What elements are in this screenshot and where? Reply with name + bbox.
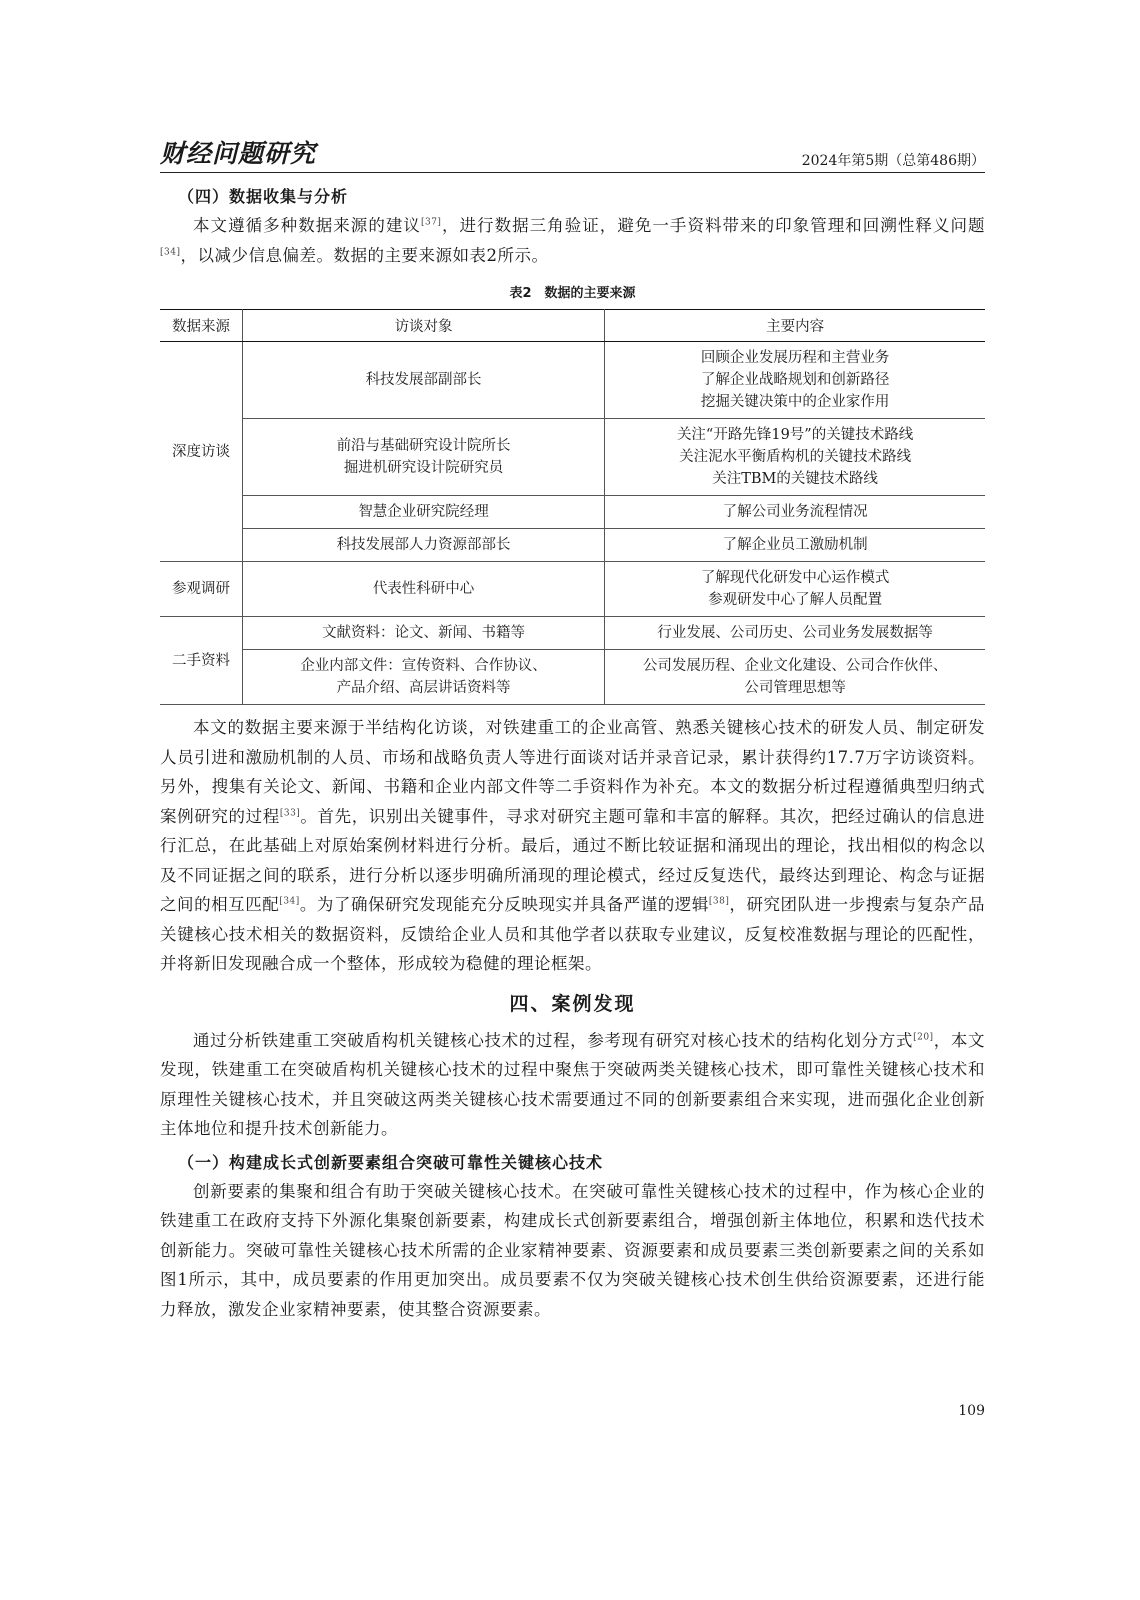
- table-cell: 行业发展、公司历史、公司业务发展数据等: [605, 617, 985, 650]
- table-row: [160, 562, 985, 617]
- citation-ref[interactable]: [34]: [160, 247, 181, 257]
- table-row: [160, 617, 985, 650]
- table-cell: 智慧企业研究院经理: [242, 496, 604, 529]
- table-cell: 前沿与基础研究设计院所长 掘进机研究设计院研究员: [242, 419, 604, 496]
- paragraph-data-sources-intro: 本文遵循多种数据来源的建议[37]，进行数据三角验证，避免一手资料带来的印象管理和回溯性释义问题[34]，以减少信息偏差。数据的主要来源如表2所示。: [160, 216, 986, 265]
- table-cell: 文献资料：论文、新闻、书籍等: [242, 617, 604, 650]
- table-cell: 代表性科研中心: [242, 562, 604, 617]
- group-deep-interview: 深度访谈: [160, 342, 242, 562]
- table-row: [160, 650, 985, 705]
- table-caption: 表2 数据的主要来源: [509, 286, 636, 301]
- citation-ref[interactable]: [33]: [279, 808, 301, 818]
- header-cell-content: 主要内容: [605, 310, 985, 342]
- table-cell: 了解企业员工激励机制: [605, 529, 985, 562]
- group-secondary-data: 二手资料: [160, 617, 242, 705]
- paragraph-data-analysis: 本文的数据主要来源于半结构化访谈，对铁建重工的企业高管、熟悉关键核心技术的研发人员、制定研发人员引进和激励机制的人员、市场和战略负责人等进行面谈对话并录音记录，累计获得约17.7万字访谈资料。另外，搜集有关论文、新闻、书籍和企业内部文件等二手资料作为补充。本文的数据分析过程遵循典型归纳式案例研究的过程[33]。首先，识别出关键事件，寻求对研究主题可靠和丰富的解释。其次，把经过确认的信息进行汇总，在此基础上对原始案例材料进行分析。最后，通过不断比较证据和涌现出的理论，找出相似的构念以及不同证据之间的联系，进行分析以逐步明确所涌现的理论模式，经过反复迭代，最终达到理论、构念与证据之间的相互匹配[34]。为了确保研究发现能充分反映现实并具备严谨的逻辑[38]，研究团队进一步搜索与复杂产品关键核心技术相关的数据资料，反馈给企业人员和其他学者以获取专业建议，反复校准数据与理论的匹配性，并将新旧发现融合成一个整体，形成较为稳健的理论框架。: [160, 718, 986, 973]
- group-site-visit: 参观调研: [160, 562, 242, 617]
- paragraph-innovation-elements: 创新要素的集聚和组合有助于突破关键核心技术。在突破可靠性关键核心技术的过程中，作为核心企业的铁建重工在政府支持下外源化集聚创新要素，构建成长式创新要素组合，增强创新主体地位，积累和迭代技术创新能力。突破可靠性关键核心技术所需的企业家精神要素、资源要素和成员要素三类创新要素之间的关系如图1所示，其中，成员要素的作用更加突出。成员要素不仅为突破关键核心技术创生供给资源要素，还进行能力释放，激发企业家精神要素，使其整合资源要素。: [160, 1181, 985, 1319]
- citation-ref[interactable]: [34]: [279, 896, 300, 907]
- journal-logo: 财经问题研究: [160, 139, 317, 168]
- citation-ref[interactable]: [37]: [420, 217, 442, 228]
- citation-ref[interactable]: [20]: [913, 1032, 934, 1042]
- header-cell-source: 数据来源: [160, 310, 242, 342]
- subsection-heading-data-collection: （四）数据收集与分析: [178, 187, 349, 206]
- issue-info: 2024年第5期（总第486期）: [801, 153, 985, 169]
- table-cell: 关注“开路先锋19号”的关键技术路线 关注泥水平衡盾构机的关键技术路线 关注TBM的关键技术路线: [605, 419, 985, 496]
- header-cell-interviewee: 访谈对象: [242, 310, 604, 342]
- table-cell: 科技发展部人力资源部部长: [242, 529, 604, 562]
- section-heading-case-findings: 四、案例发现: [509, 992, 636, 1015]
- header-divider: [160, 172, 985, 173]
- table-row: [160, 496, 985, 529]
- table-cell: 了解公司业务流程情况: [605, 496, 985, 529]
- page-number: 109: [958, 1403, 985, 1419]
- paragraph-findings-overview: 通过分析铁建重工突破盾构机关键核心技术的过程，参考现有研究对核心技术的结构化划分方式[20]，本文发现，铁建重工在突破盾构机关键核心技术的过程中聚焦于突破两类关键核心技术，即可靠性关键核心技术和原理性关键核心技术，并且突破这两类关键核心技术需要通过不同的创新要素组合来实现，进而强化企业创新主体地位和提升技术创新能力。: [160, 1030, 986, 1138]
- table-cell: 公司发展历程、企业文化建设、公司合作伙伴、 公司管理思想等: [605, 650, 985, 705]
- subsection-heading-growth-combination: （一）构建成长式创新要素组合突破可靠性关键核心技术: [178, 1152, 604, 1172]
- table-row: [160, 419, 985, 496]
- table-cell: 回顾企业发展历程和主营业务 了解企业战略规划和创新路径 挖掘关键决策中的企业家作用: [605, 342, 985, 419]
- citation-ref[interactable]: [38]: [708, 896, 730, 907]
- table-row: [160, 342, 985, 419]
- table-header-row: [160, 310, 985, 342]
- data-sources-table: [160, 309, 985, 705]
- table-cell: 科技发展部副部长: [242, 342, 604, 419]
- table-cell: 了解现代化研发中心运作模式 参观研发中心了解人员配置: [605, 562, 985, 617]
- table-cell: 企业内部文件：宣传资料、合作协议、 产品介绍、高层讲话资料等: [242, 650, 604, 705]
- table-row: [160, 529, 985, 562]
- page: [160, 130, 985, 1324]
- running-header: [160, 130, 985, 172]
